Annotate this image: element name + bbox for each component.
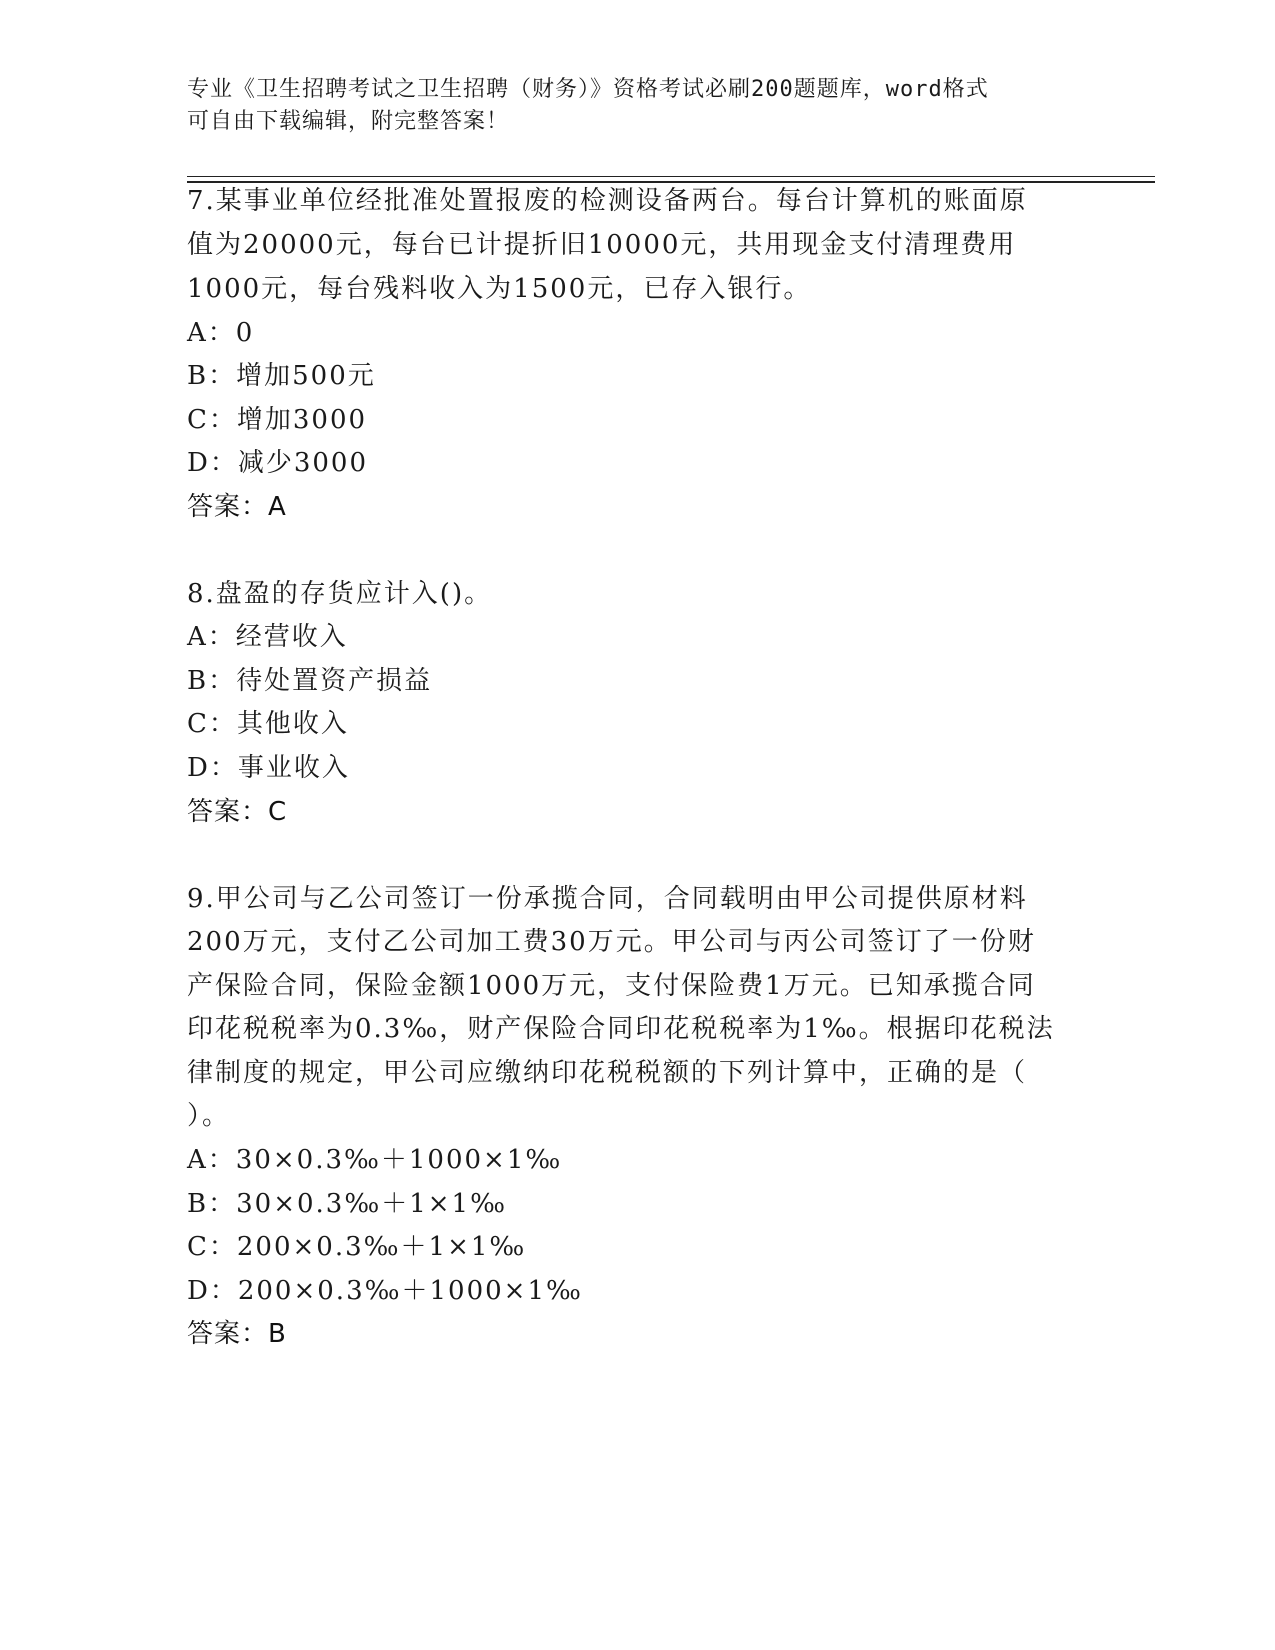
option-b: B：待处置资产损益 (187, 666, 433, 696)
option-b: B：增加500元 (187, 361, 376, 391)
header-line-1: 专业《卫生招聘考试之卫生招聘（财务）》资格考试必刷200题题库，word格式 (187, 77, 989, 102)
option-a: A：0 (187, 318, 255, 348)
question-stem-line: 1000元，每台残料收入为1500元，已存入银行。 (187, 274, 812, 304)
question-stem-line: 律制度的规定，甲公司应缴纳印花税税额的下列计算中，正确的是（ (187, 1058, 1028, 1088)
question-stem-line: 8.盘盈的存货应计入()。 (187, 579, 493, 609)
question-stem-line: 7.某事业单位经批准处置报废的检测设备两台。每台计算机的账面原 (187, 186, 1028, 216)
answer-label: 答案：A (187, 492, 287, 522)
answer-label: 答案：C (187, 797, 288, 827)
option-d: D：200×0.3‰＋1000×1‰ (187, 1276, 583, 1306)
option-a: A：30×0.3‰＋1000×1‰ (187, 1145, 563, 1175)
document-header (187, 74, 1067, 138)
answer-label: 答案：B (187, 1319, 287, 1349)
header-divider-thin (187, 176, 1155, 177)
option-c: C：其他收入 (187, 709, 349, 739)
question-stem-line: 印花税税率为0.3‰，财产保险合同印花税税率为1‰。根据印花税法 (187, 1014, 1055, 1044)
option-b: B：30×0.3‰＋1×1‰ (187, 1189, 507, 1219)
option-a: A：经营收入 (187, 622, 348, 652)
question-stem-line: 200万元，支付乙公司加工费30万元。甲公司与丙公司签订了一份财 (187, 927, 1036, 957)
question-stem-line: ）。 (187, 1101, 231, 1131)
option-c: C：200×0.3‰＋1×1‰ (187, 1232, 527, 1262)
option-d: D：事业收入 (187, 753, 350, 783)
header-line-2: 可自由下载编辑，附完整答案！ (187, 109, 510, 134)
option-c: C：增加3000 (187, 405, 368, 435)
question-stem-line: 产保险合同，保险金额1000万元，支付保险费1万元。已知承揽合同 (187, 971, 1036, 1001)
question-stem-line: 9.甲公司与乙公司签订一份承揽合同，合同载明由甲公司提供原材料 (187, 884, 1028, 914)
question-stem-line: 值为20000元，每台已计提折旧10000元，共用现金支付清理费用 (187, 230, 1017, 260)
option-d: D：减少3000 (187, 448, 369, 478)
